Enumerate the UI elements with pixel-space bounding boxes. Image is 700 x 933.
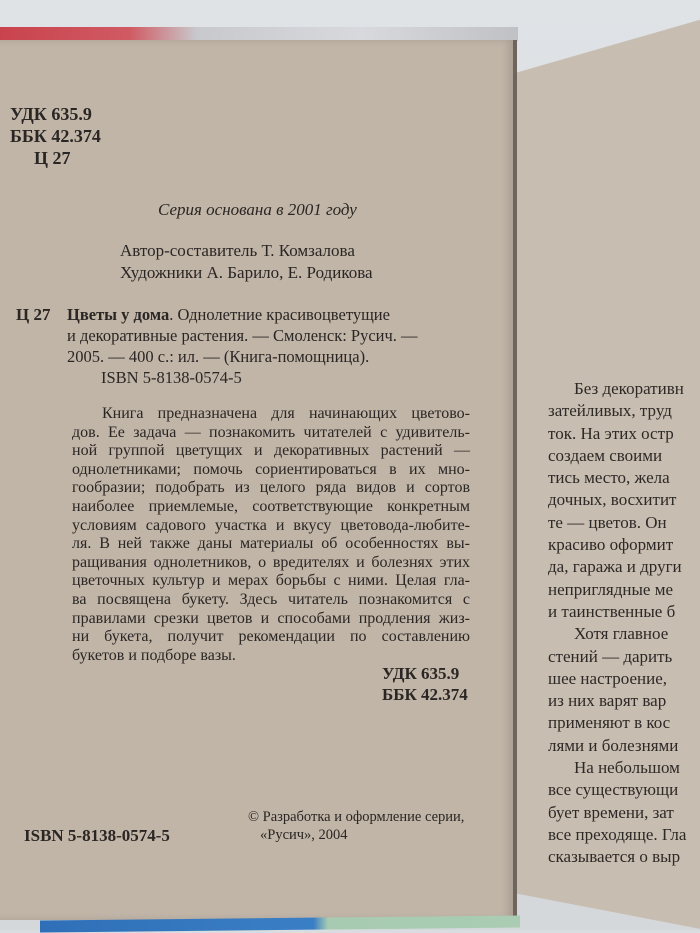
abstract-line: ращивания однолетников, о вредителях и болезнях этих <box>72 553 470 571</box>
entry-isbn: ISBN 5-8138-0574-5 <box>101 368 242 387</box>
bbk-code: ББК 42.374 <box>10 126 101 146</box>
right-page-line: да, гаража и други <box>548 557 682 577</box>
abstract-line: однолетниками; помочь сориентироваться в их мно- <box>72 460 470 478</box>
entry-line-1 <box>67 304 418 325</box>
book-title: Цветы у дома <box>67 305 170 324</box>
classification-block-top <box>10 103 101 169</box>
right-page-line: Без декоративн <box>574 379 684 398</box>
right-page-line: стений — дарить <box>548 646 673 666</box>
abstract-line: ни букета, получит рекомендации по составлению <box>72 628 470 646</box>
right-page-line: затейливых, труд <box>548 401 672 421</box>
right-page-line: ток. На этих остр <box>548 423 674 443</box>
udk-code: УДК 635.9 <box>10 104 92 124</box>
right-page-line: дочных, восхитит <box>548 490 677 510</box>
bibliographic-entry <box>67 304 418 388</box>
right-page-line: бует времени, зат <box>548 802 674 822</box>
series-note: Серия основана в 2001 году <box>158 200 357 219</box>
right-page-line: шее настроение, <box>548 668 667 688</box>
udk-code-bottom: УДК 635.9 <box>382 664 460 683</box>
right-page-line: неприглядные ме <box>548 579 674 599</box>
abstract-line: наиболее приемлемые, соответствующие конкретным <box>72 497 470 515</box>
abstract-line: цветочных культур и мерах борьбы с ними. Целая гла- <box>72 572 470 590</box>
right-page-line: красиво оформит <box>548 535 674 555</box>
abstract-line: ва посвящена букету. Здесь читатель познакомится с <box>72 590 470 608</box>
right-page-text <box>548 378 686 869</box>
entry-line-2: и декоративные растения. — Смоленск: Русич. — <box>67 326 418 345</box>
abstract-line: условиям садового участка и вкусу цветовода-любите- <box>72 516 470 534</box>
classification-block-bottom <box>382 663 468 705</box>
right-page-line: применяют в кос <box>548 713 671 733</box>
right-page-line: лями и болезнями <box>548 735 679 755</box>
right-page-line: На небольшом <box>574 758 680 778</box>
illustrators-line: Художники А. Барило, Е. Родикова <box>120 263 373 282</box>
entry-line-1-rest: . Однолетние красивоцветущие <box>169 305 390 324</box>
copyright-block <box>248 808 464 844</box>
entry-line-3: 2005. — 400 с.: ил. — (Книга-помощница). <box>67 347 370 366</box>
bbk-code-bottom: ББК 42.374 <box>382 685 468 704</box>
right-page-line: сказывается о выр <box>548 847 681 867</box>
isbn-bottom: ISBN 5-8138-0574-5 <box>24 826 170 845</box>
book-cover-top-edge <box>0 27 518 41</box>
right-page-line: из них варят вар <box>548 691 667 711</box>
abstract-line: ной группой цветущих и декоративных растений — <box>72 442 470 460</box>
abstract-line: правилами срезки цветов и способами продления жиз- <box>72 609 470 627</box>
right-page-line: все преходяще. Гла <box>548 824 687 844</box>
abstract-line: гообразии; подобрать из целого ряда видов и сортов <box>72 479 470 497</box>
abstract-line: ля. В ней также даны материалы об особенностях вы- <box>72 535 470 553</box>
author-line: Автор-составитель Т. Комзалова <box>120 241 355 260</box>
abstract-line: Книга предназначена для начинающих цветово- <box>102 405 470 422</box>
author-sign: Ц 27 <box>34 148 71 168</box>
right-page-line: все существующи <box>548 780 679 800</box>
abstract-paragraph <box>72 405 470 665</box>
entry-author-sign: Ц 27 <box>16 305 51 324</box>
credits-block <box>120 240 373 284</box>
copyright-line-1: © Разработка и оформление серии, <box>248 809 465 825</box>
book-gutter <box>513 40 517 920</box>
right-page-line: Хотя главное <box>574 624 669 644</box>
right-page-line: те — цветов. Он <box>548 512 667 532</box>
right-page-line: тись место, жела <box>548 468 670 488</box>
copyright-line-2: «Русич», 2004 <box>260 827 348 843</box>
abstract-line: дов. Ее задача — познакомить читателей с удивитель- <box>72 423 470 441</box>
right-page-line: и таинственные б <box>548 601 676 621</box>
right-page-line: создаем своими <box>548 445 663 465</box>
abstract-line: букетов и подборе вазы. <box>72 646 236 664</box>
